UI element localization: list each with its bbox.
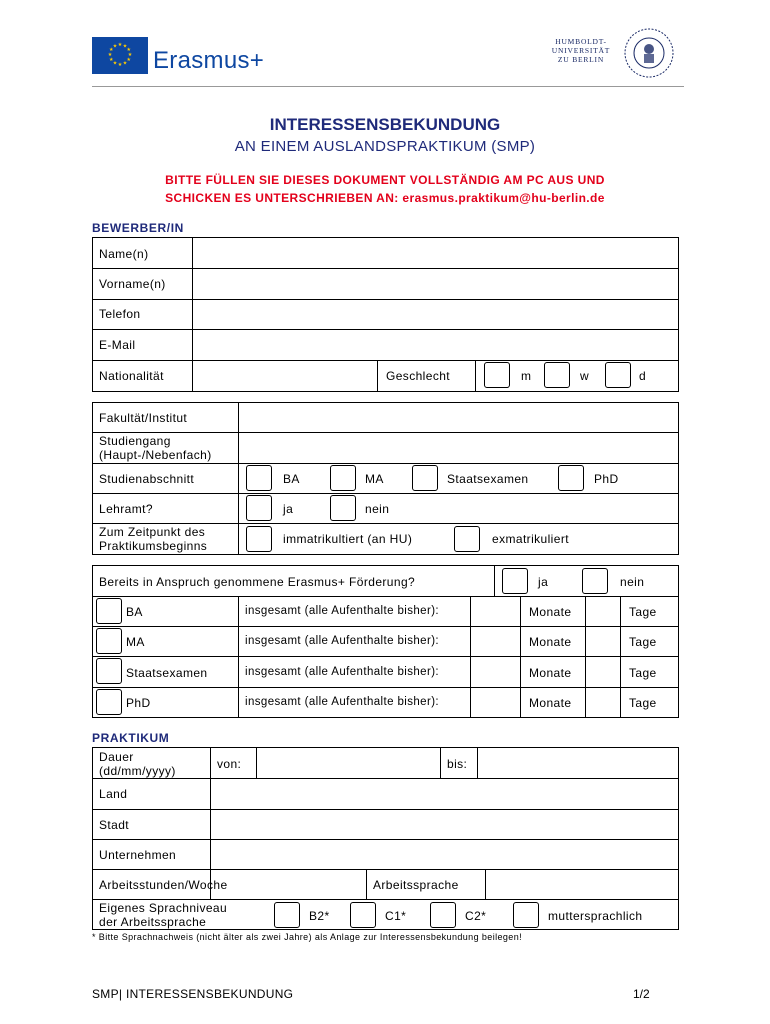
funding-ma-checkbox[interactable]	[96, 628, 122, 654]
instruction-line-2: SCHICKEN ES UNTERSCHRIEBEN AN: erasmus.praktikum@hu-berlin.de	[165, 191, 605, 205]
label-lehramt-ja: ja	[283, 502, 294, 516]
label-lehramt: Lehramt?	[99, 502, 153, 516]
funding-ja-checkbox[interactable]	[502, 568, 528, 594]
eu-flag-logo	[92, 37, 148, 74]
label-tage: Tage	[629, 696, 657, 710]
funding-staatsexamen-tage-field[interactable]	[586, 657, 620, 687]
abschnitt-phd-checkbox[interactable]	[558, 465, 584, 491]
label-funding-ba: BA	[126, 605, 143, 619]
name-field[interactable]	[193, 238, 678, 268]
label-studienabschnitt: Studienabschnitt	[99, 472, 195, 486]
label-land: Land	[99, 787, 128, 801]
telefon-field[interactable]	[193, 300, 678, 329]
header-rule	[92, 86, 684, 87]
svg-text:★: ★	[126, 47, 131, 53]
divider	[520, 596, 521, 718]
niveau-muttersprachlich-checkbox[interactable]	[513, 902, 539, 928]
label-nationalitaet: Nationalität	[99, 369, 164, 383]
label-c1: C1*	[385, 909, 407, 923]
label-sprachniveau: Eigenes Sprachniveau der Arbeitssprache	[99, 901, 228, 929]
studiengang-field[interactable]	[239, 433, 678, 463]
arbeitssprache-field[interactable]	[486, 870, 678, 899]
divider	[92, 899, 679, 900]
funding-phd-monate-field[interactable]	[471, 688, 520, 718]
label-monate: Monate	[529, 696, 572, 710]
erasmus-wordmark: Erasmus+	[153, 47, 265, 74]
label-phd: PhD	[594, 472, 619, 486]
funding-ma-monate-field[interactable]	[471, 627, 520, 656]
page-subtitle: AN EINEM AUSLANDSPRAKTIKUM (SMP)	[234, 138, 536, 155]
label-funding-ja: ja	[538, 575, 549, 589]
nationalitaet-field[interactable]	[193, 361, 377, 391]
label-tage: Tage	[629, 635, 657, 649]
label-von: von:	[217, 757, 242, 771]
funding-ma-tage-field[interactable]	[586, 627, 620, 656]
label-ba: BA	[283, 472, 300, 486]
divider	[377, 360, 378, 392]
unternehmen-field[interactable]	[211, 840, 678, 869]
svg-text:★: ★	[117, 42, 123, 48]
label-geschlecht: Geschlecht	[386, 369, 451, 383]
section-praktikum: PRAKTIKUM	[92, 731, 170, 745]
page-number: 1/2	[633, 987, 650, 1001]
svg-text:★: ★	[112, 60, 118, 67]
niveau-c1-checkbox[interactable]	[350, 902, 376, 928]
divider	[238, 596, 239, 718]
eu-stars-icon	[92, 37, 148, 74]
lehramt-ja-checkbox[interactable]	[246, 495, 272, 521]
funding-nein-checkbox[interactable]	[582, 568, 608, 594]
svg-text:★: ★	[107, 52, 113, 58]
label-c2: C2*	[465, 909, 487, 923]
label-insgesamt: insgesamt (alle Aufenthalte bisher):	[245, 635, 440, 647]
funding-ba-tage-field[interactable]	[586, 597, 620, 626]
label-staatsexamen: Staatsexamen	[447, 472, 529, 486]
funding-phd-checkbox[interactable]	[96, 689, 122, 715]
label-name: Name(n)	[99, 247, 149, 261]
hu-logo-text: HUMBOLDT- UNIVERSITÄT ZU BERLIN	[551, 37, 611, 64]
divider	[440, 747, 441, 778]
section-applicant: BEWERBER/IN	[92, 221, 184, 235]
divider	[92, 523, 679, 524]
funding-phd-tage-field[interactable]	[586, 688, 620, 718]
label-lehramt-nein: nein	[365, 502, 390, 516]
abschnitt-staatsexamen-checkbox[interactable]	[412, 465, 438, 491]
label-telefon: Telefon	[99, 307, 141, 321]
svg-text:★: ★	[122, 60, 128, 67]
svg-text:★: ★	[127, 52, 133, 58]
abschnitt-ba-checkbox[interactable]	[246, 465, 272, 491]
funding-staatsexamen-checkbox[interactable]	[96, 658, 122, 684]
email-field[interactable]	[193, 330, 678, 360]
label-arbeitssprache: Arbeitssprache	[373, 878, 459, 892]
label-funding-nein: nein	[620, 575, 645, 589]
label-tage: Tage	[629, 605, 657, 619]
label-gender-w: w	[580, 369, 590, 383]
label-studiengang: Studiengang (Haupt-/Nebenfach)	[99, 434, 212, 462]
divider	[620, 596, 621, 718]
gender-d-checkbox[interactable]	[605, 362, 631, 388]
land-field[interactable]	[211, 779, 678, 809]
arbeitsstunden-field[interactable]	[211, 870, 366, 899]
divider	[366, 869, 367, 899]
label-bis: bis:	[447, 757, 468, 771]
label-insgesamt: insgesamt (alle Aufenthalte bisher):	[245, 666, 440, 678]
lehramt-nein-checkbox[interactable]	[330, 495, 356, 521]
instruction-line-1: BITTE FÜLLEN SIE DIESES DOKUMENT VOLLSTÄNDIG AM PC AUS UND	[165, 173, 605, 187]
label-vorname: Vorname(n)	[99, 277, 166, 291]
divider	[92, 493, 679, 494]
divider	[475, 360, 476, 392]
page-title: INTERESSENSBEKUNDUNG	[269, 115, 501, 134]
label-funding-phd: PhD	[126, 696, 151, 710]
divider	[92, 463, 679, 464]
label-monate: Monate	[529, 635, 572, 649]
von-date-field[interactable]	[257, 748, 440, 778]
abschnitt-ma-checkbox[interactable]	[330, 465, 356, 491]
label-email: E-Mail	[99, 338, 136, 352]
svg-text:★: ★	[109, 47, 114, 53]
bis-date-field[interactable]	[478, 748, 678, 778]
svg-text:★: ★	[122, 43, 128, 50]
funding-ba-monate-field[interactable]	[471, 597, 520, 626]
label-stadt: Stadt	[99, 818, 130, 832]
label-b2: B2*	[309, 909, 330, 923]
label-exmatrikuliert: exmatrikuliert	[492, 532, 569, 546]
label-fakultaet: Fakultät/Institut	[99, 411, 188, 425]
label-monate: Monate	[529, 605, 572, 619]
footer-left: SMP| INTERESSENSBEKUNDUNG	[92, 987, 294, 1001]
divider	[92, 360, 679, 361]
label-funding-ma: MA	[126, 635, 145, 649]
label-funding-staatsexamen: Staatsexamen	[126, 666, 208, 680]
label-insgesamt: insgesamt (alle Aufenthalte bisher):	[245, 605, 440, 617]
label-muttersprachlich: muttersprachlich	[548, 909, 643, 923]
label-dauer: Dauer (dd/mm/yyyy)	[99, 750, 176, 778]
exmatrikuliert-checkbox[interactable]	[454, 526, 480, 552]
svg-text:★: ★	[109, 57, 114, 63]
label-gender-m: m	[521, 369, 532, 383]
funding-ba-checkbox[interactable]	[96, 598, 122, 624]
label-ma: MA	[365, 472, 384, 486]
gender-w-checkbox[interactable]	[544, 362, 570, 388]
label-insgesamt: insgesamt (alle Aufenthalte bisher):	[245, 696, 440, 708]
label-tage: Tage	[629, 666, 657, 680]
hu-seal-logo	[623, 27, 675, 79]
immatrikuliert-checkbox[interactable]	[246, 526, 272, 552]
label-immatrikuliert: immatrikultiert (an HU)	[283, 532, 413, 546]
niveau-b2-checkbox[interactable]	[274, 902, 300, 928]
label-monate: Monate	[529, 666, 572, 680]
svg-text:★: ★	[112, 43, 118, 50]
label-arbeitsstunden: Arbeitsstunden/Woche	[99, 878, 228, 892]
stadt-field[interactable]	[211, 810, 678, 839]
label-funding-question: Bereits in Anspruch genommene Erasmus+ Förderung?	[99, 575, 416, 589]
gender-m-checkbox[interactable]	[484, 362, 510, 388]
svg-text:★: ★	[117, 62, 123, 68]
label-unternehmen: Unternehmen	[99, 848, 177, 862]
funding-staatsexamen-monate-field[interactable]	[471, 657, 520, 687]
niveau-c2-checkbox[interactable]	[430, 902, 456, 928]
label-gender-d: d	[639, 369, 647, 383]
divider	[494, 565, 495, 596]
fakultaet-field[interactable]	[239, 403, 678, 432]
vorname-field[interactable]	[193, 269, 678, 299]
footnote: * Bitte Sprachnachweis (nicht älter als zwei Jahre) als Anlage zur Interessensbekundung beilegen!	[92, 932, 523, 942]
svg-text:★: ★	[126, 57, 131, 63]
label-zeitpunkt: Zum Zeitpunkt des Praktikumsbeginns	[99, 525, 208, 553]
